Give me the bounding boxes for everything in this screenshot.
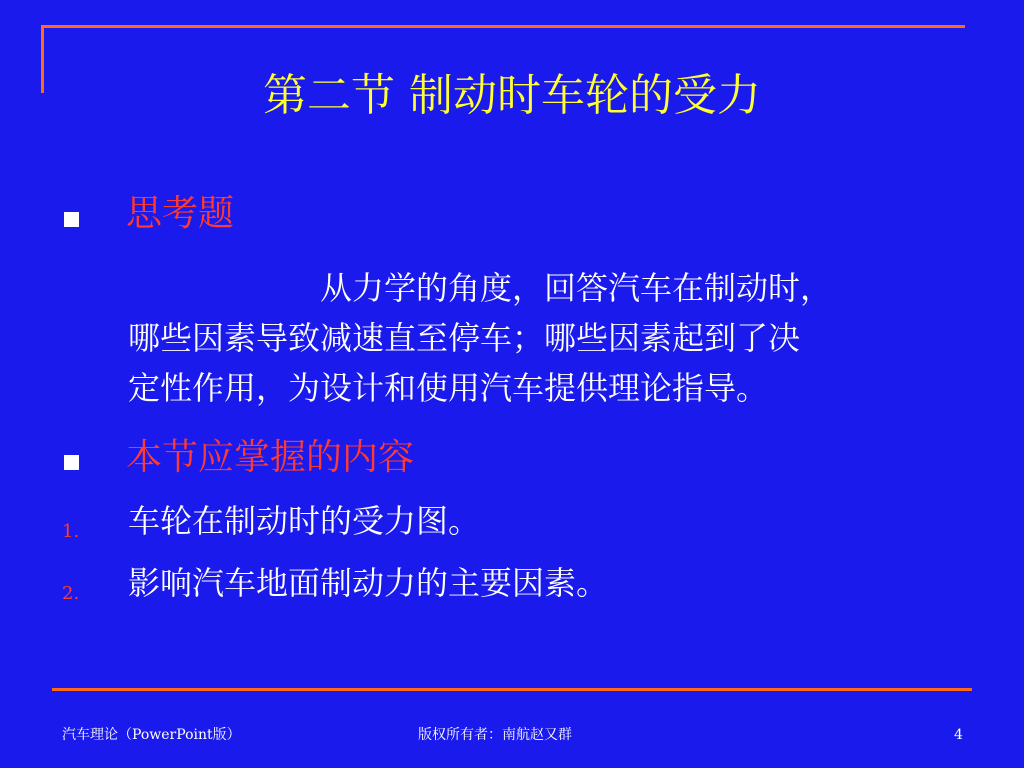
question-paragraph-line-2: 哪些因素导致减速直至停车；哪些因素起到了决: [128, 319, 801, 357]
footer-course-title: 汽车理论（PowerPoint版）: [62, 727, 241, 743]
section-heading-questions: 思考题: [126, 193, 235, 234]
list-item: 车轮在制动时的受力图。: [128, 502, 481, 540]
top-frame-rule: [41, 25, 965, 28]
footer-copyright: 版权所有者：南航赵又群: [418, 727, 572, 743]
slide-title: 第二节 制动时车轮的受力: [263, 70, 761, 121]
list-number: 1.: [62, 521, 80, 542]
square-bullet-icon: [64, 212, 79, 227]
section-heading-learning-content: 本节应掌握的内容: [126, 437, 415, 478]
question-paragraph-line-1: 从力学的角度，回答汽车在制动时，: [320, 269, 833, 307]
footer-rule: [52, 688, 972, 691]
footer-page-number: 4: [954, 727, 963, 743]
list-item: 影响汽车地面制动力的主要因素。: [128, 564, 609, 602]
square-bullet-icon: [64, 455, 79, 470]
list-number: 2.: [62, 583, 80, 604]
question-paragraph-line-3: 定性作用，为设计和使用汽车提供理论指导。: [128, 369, 769, 407]
